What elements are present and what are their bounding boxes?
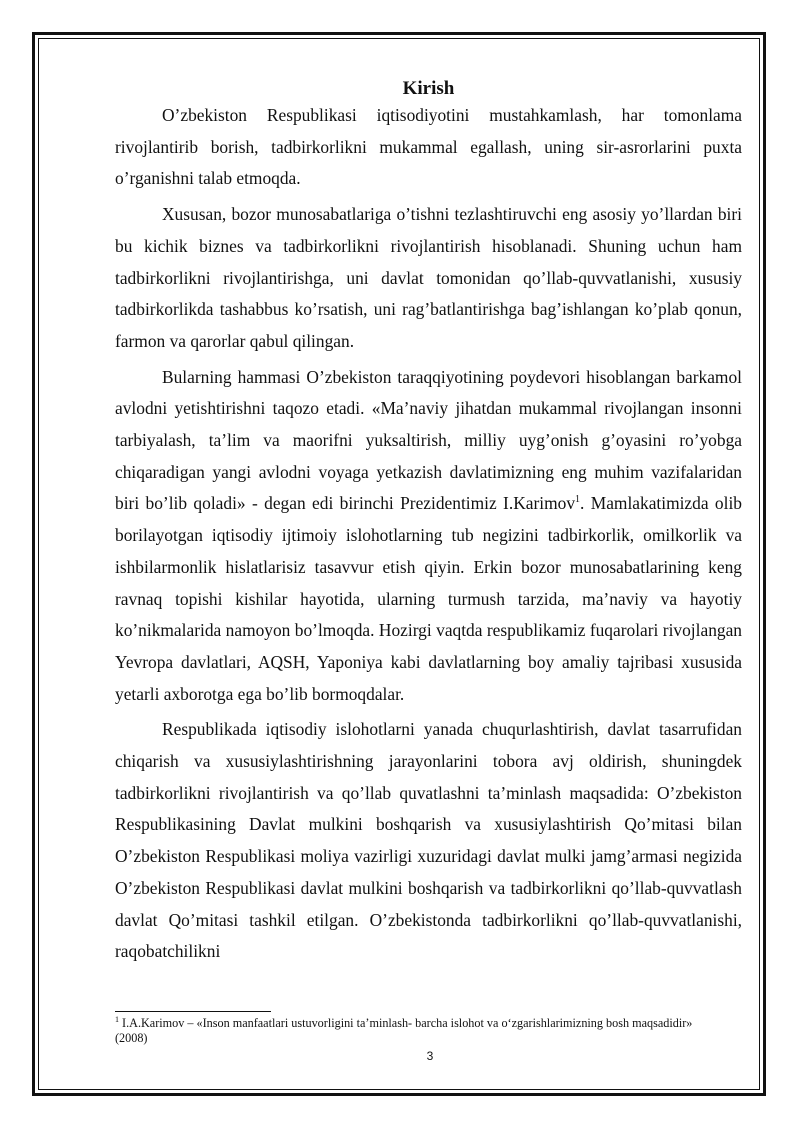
paragraph-4: Respublikada iqtisodiy islohotlarni yanada chuqurlashtirish, davlat tasarrufidan chiqarish va xususiylashtirishning jarayonlarini tobora avj oldirish, shuningdek tadbirkorlikni rivojlantirish va qo’llab quvatlashni ta’minlash maqsadida: O’zbekiston Respublikasining Davlat mulkini boshqarish va xususiylashtirish Qo’mitasi bilan O’zbekiston Respublikasi moliya vazirligi xuzuridagi davlat mulki jamg’armasi negizida O’zbekiston Respublikasi davlat mulkini boshqarish va tadbirkorlikni qo’llab-quvvatlash davlat Qo’mitasi tashkil etilgan. O’zbekistonda tadbirkorlikni qo’llab-quvvatlanishi, raqobatchilikni (115, 719, 742, 962)
paragraph-3-text-before-note: Bularning hammasi O’zbekiston taraqqiyotining poydevori hisoblangan barkamol avlodni yetishtirishni taqozo etadi. «Ma’naviy jihatdan mukammal rivojlangan insonni tarbiyalash, ta’lim va maorifni yuksaltirish, milliy uyg’onish g’oyasini ro’yobga chiqaradigan yangi avlodni voyaga yetkazish davlatimizning eng muhim vazifalaridan biri bo’lib qoladi» - degan edi birinchi Prezidentimiz I.Karimov (115, 366, 742, 514)
page-number: 3 (426, 1049, 434, 1063)
footnote-text: I.A.Karimov – «Inson manfaatlari ustuvorligini ta’minlash- barcha islohot va o‘zgarishlarimizning bosh maqsadidir» (2008) (115, 1016, 693, 1045)
paragraph-3 (115, 362, 742, 711)
paragraph-3-text-after-note: . Mamlakatimizda olib borilayotgan iqtisodiy ijtimoiy islohotlarning tub negizini tadbirkorlik, omilkorlik va ishbilarmonlik hislatlarisiz tasavvur etish qiyin. Erkin bozor munosabatlarining keng ravnaq topishi kishilar hayotida, ularning turmush tarzida, ma’naviy va hayotiy ko’nikmalarida namoyon bo’lmoqda. Hozirgi vaqtda respublikamiz fuqarolari rivojlangan Yevropa davlatlari, AQSH, Yaponiya kabi davlatlarning boy amaliy tajribasi xususida yetarli axborotga ega bo’lib bormoqdalar. (115, 493, 742, 704)
footnote-separator (115, 1011, 271, 1012)
page-title: Kirish (402, 78, 455, 99)
paragraph-1: O’zbekiston Respublikasi iqtisodiyotini mustahkamlash, har tomonlama rivojlantirib borish, tadbirkorlikni mukammal egallash, uning sir-asrorlarini puxta o’rganishni talab etmoqda. (115, 105, 742, 189)
document-page (115, 78, 742, 972)
footnote (115, 1016, 715, 1046)
paragraph-2: Xususan, bozor munosabatlariga o’tishni tezlashtiruvchi eng asosiy yo’llardan biri bu kichik biznes va tadbirkorlikni rivojlantirish hisoblanadi. Shuning uchun ham tadbirkorlikni rivojlantirishga, uni davlat tomonidan qo’llab-quvvatlanishi, xususiy tadbirkorlikda tashabbus ko’rsatish, uni rag’batlantirishga bag’ishlangan ko’plab qonun, farmon va qarorlar qabul qilingan. (115, 204, 742, 351)
footnote-marker: 1 (115, 1014, 119, 1024)
footnote-reference[interactable]: 1 (575, 494, 581, 506)
